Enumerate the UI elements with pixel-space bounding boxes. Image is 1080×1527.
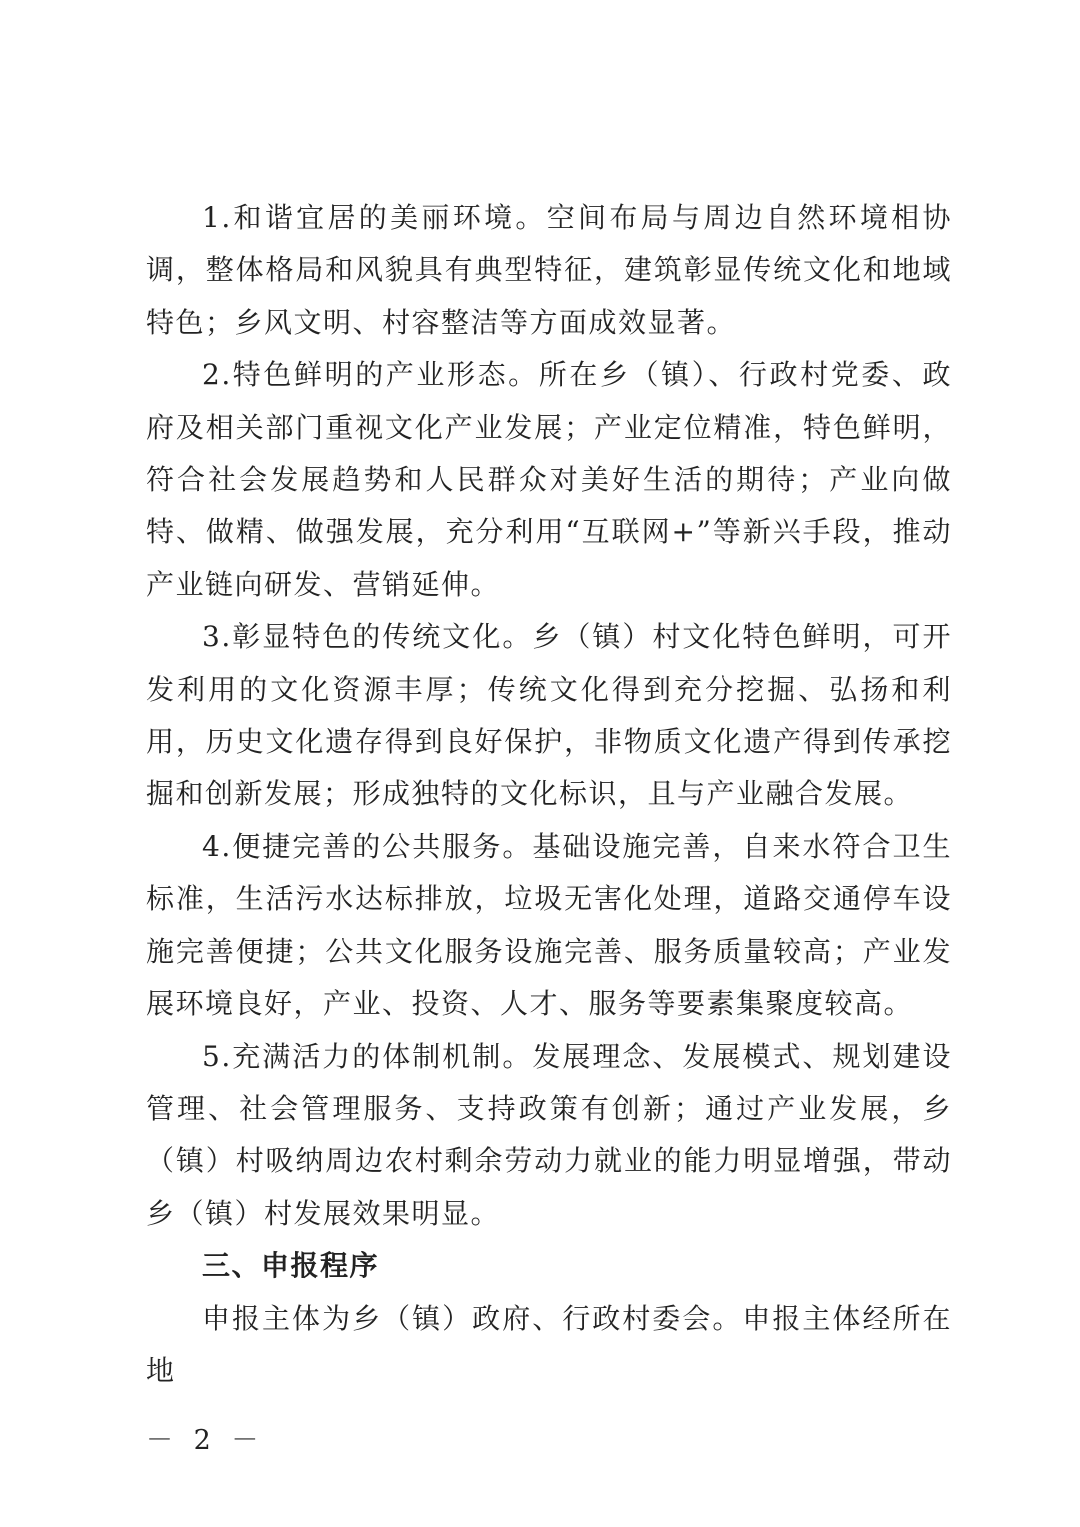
paragraph-1: 1.和谐宜居的美丽环境。空间布局与周边自然环境相协调，整体格局和风貌具有典型特征，建筑彰显传统文化和地域特色；乡风文明、村容整洁等方面成效显著。: [146, 201, 952, 339]
page-number: － 2 －: [146, 1425, 265, 1456]
document-body: [146, 192, 952, 1397]
paragraph-2: 2.特色鲜明的产业形态。所在乡（镇）、行政村党委、政府及相关部门重视文化产业发展；产业定位精准，特色鲜明，符合社会发展趋势和人民群众对美好生活的期待；产业向做特、做精、做强发展，充分利用“互联网+”等新兴手段，推动产业链向研发、营销延伸。: [146, 358, 952, 601]
paragraph-4: 4.便捷完善的公共服务。基础设施完善，自来水符合卫生标准，生活污水达标排放，垃圾无害化处理，道路交通停车设施完善便捷；公共文化服务设施完善、服务质量较高；产业发展环境良好，产业、投资、人才、服务等要素集聚度较高。: [146, 829, 952, 1021]
paragraph-final: 申报主体为乡（镇）政府、行政村委会。申报主体经所在地: [146, 1301, 952, 1387]
section-heading: 三、申报程序: [202, 1249, 380, 1283]
paragraph-3: 3.彰显特色的传统文化。乡（镇）村文化特色鲜明，可开发利用的文化资源丰厚；传统文化得到充分挖掘、弘扬和利用，历史文化遗存得到良好保护，非物质文化遗产得到传承挖掘和创新发展；形成独特的文化标识，且与产业融合发展。: [146, 620, 952, 811]
paragraph-5: 5.充满活力的体制机制。发展理念、发展模式、规划建设管理、社会管理服务、支持政策有创新；通过产业发展，乡（镇）村吸纳周边农村剩余劳动力就业的能力明显增强，带动乡（镇）村发展效果明显。: [146, 1039, 952, 1230]
